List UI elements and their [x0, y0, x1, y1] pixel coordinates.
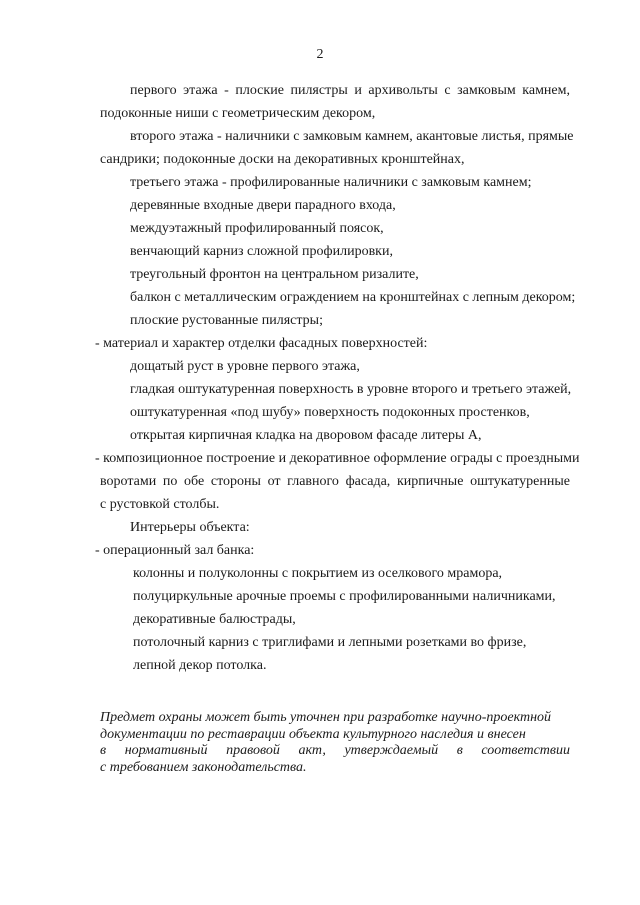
note-word: утверждаемый: [344, 743, 439, 758]
note-line-justified: [100, 743, 570, 760]
text-line: балкон с металлическим ограждением на кронштейнах с лепным декором;: [130, 290, 576, 305]
text-line: третьего этажа - профилированные наличники с замковым камнем;: [130, 175, 532, 190]
list-item-heading: - композиционное построение и декоративное оформление ограды с проездными: [95, 451, 580, 466]
note-word: в: [100, 743, 107, 758]
text-line: декоративные балюстрады,: [133, 612, 296, 627]
text-line: междуэтажный профилированный поясок,: [130, 221, 384, 236]
page-number: 2: [316, 47, 324, 62]
text-line: колонны и полуколонны с покрытием из оселкового мрамора,: [133, 566, 503, 581]
text-line: лепной декор потолка.: [133, 658, 267, 673]
text-line: с рустовкой столбы.: [100, 497, 220, 512]
text-line: плоские рустованные пилястры;: [130, 313, 323, 328]
text-line: полуциркульные арочные проемы с профилированными наличниками,: [133, 589, 556, 604]
note-word: акт,: [298, 743, 326, 758]
text-line: венчающий карниз сложной профилировки,: [130, 244, 393, 259]
note-word: правовой: [226, 743, 280, 758]
note-word: нормативный: [124, 743, 208, 758]
list-item-heading: - операционный зал банка:: [95, 543, 255, 558]
text-line: деревянные входные двери парадного входа,: [130, 198, 396, 213]
text-line: подоконные ниши с геометрическим декором,: [100, 106, 376, 121]
text-line: треугольный фронтон на центральном ризалите,: [130, 267, 419, 282]
list-item-heading: - материал и характер отделки фасадных поверхностей:: [95, 336, 428, 351]
text-line: потолочный карниз с триглифами и лепными розетками во фризе,: [133, 635, 527, 650]
footnote-note: [100, 710, 570, 776]
text-line: сандрики; подоконные доски на декоративных кронштейнах,: [100, 152, 465, 167]
text-line: открытая кирпичная кладка на дворовом фасаде литеры А,: [130, 428, 482, 443]
note-line: Предмет охраны может быть уточнен при разработке научно-проектной: [100, 710, 552, 725]
note-word: в: [456, 743, 463, 758]
text-line: первого этажа - плоские пилястры и архивольты с замковым камнем,: [130, 83, 570, 98]
text-line: воротами по обе стороны от главного фасада, кирпичные оштукатуренные: [100, 474, 570, 489]
note-word: соответствии: [481, 743, 570, 758]
note-line: с требованием законодательства.: [100, 759, 307, 775]
text-line: второго этажа - наличники с замковым камнем, акантовые листья, прямые: [130, 129, 574, 144]
text-line: оштукатуренная «под шубу» поверхность подоконных простенков,: [130, 405, 530, 420]
text-line: дощатый руст в уровне первого этажа,: [130, 359, 360, 374]
note-line: документации по реставрации объекта культурного наследия и внесен: [100, 726, 526, 742]
section-heading: Интерьеры объекта:: [130, 520, 250, 535]
text-line: гладкая оштукатуренная поверхность в уровне второго и третьего этажей,: [130, 382, 572, 397]
